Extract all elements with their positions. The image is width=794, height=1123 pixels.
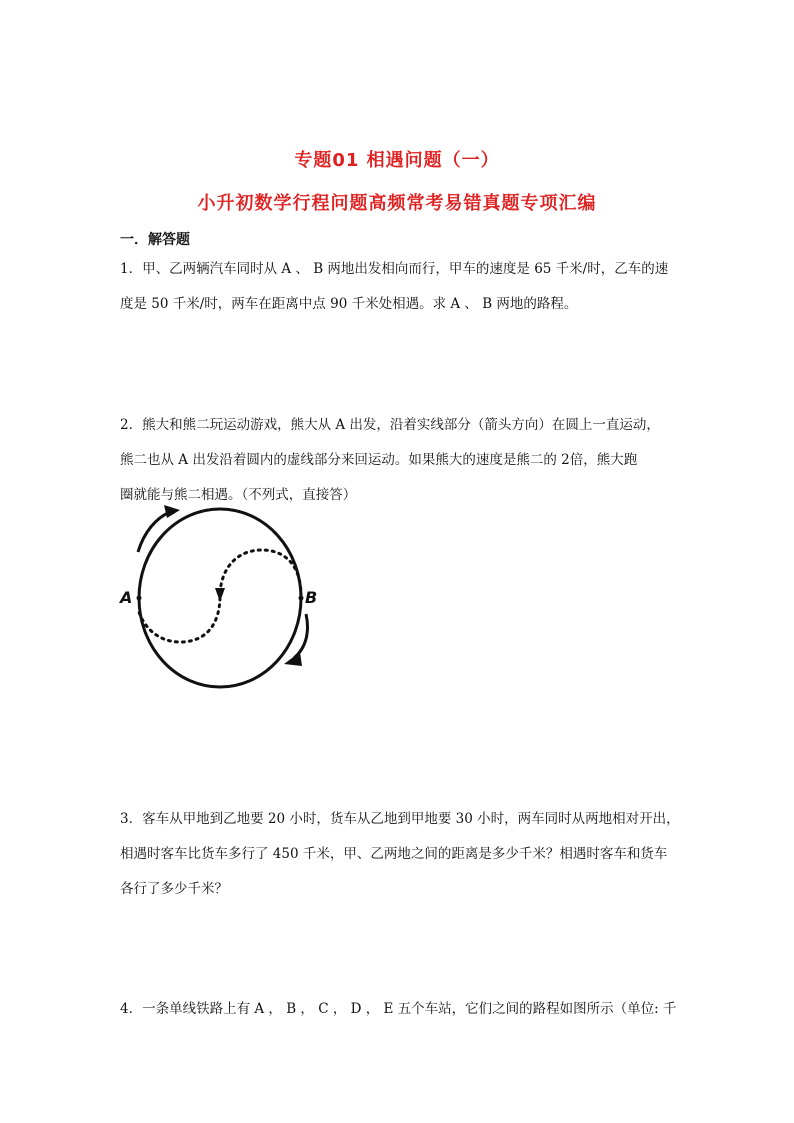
circle-path-figure xyxy=(112,502,328,692)
arc-arrow-bottom-right xyxy=(294,614,308,658)
question-line: 熊二也从 A 出发沿着圆内的虚线部分来回运动。如果熊大的速度是熊二的 2倍，熊大跑 xyxy=(120,452,638,468)
question-2 xyxy=(120,408,680,513)
question-line: 相遇时客车比货车多行了 450 千米，甲、乙两地之间的距离是多少千米？相遇时客车和货车 xyxy=(120,846,668,862)
question-line: 3．客车从甲地到乙地要 20 小时，货车从乙地到甲地要 30 小时，两车同时从两地相对开出， xyxy=(120,811,680,827)
point-a xyxy=(137,596,142,601)
question-line: 圈就能与熊二相遇。（不列式，直接答） xyxy=(120,487,357,503)
question-3 xyxy=(120,802,680,907)
arrow-icon xyxy=(284,652,302,666)
question-1 xyxy=(120,252,680,322)
question-line: 2．熊大和熊二玩运动游戏，熊大从 A 出发，沿着实线部分（箭头方向）在圆上一直运动， xyxy=(120,417,660,433)
point-b xyxy=(299,596,304,601)
question-line: 各行了多少千米？ xyxy=(120,881,228,897)
question-4 xyxy=(120,992,680,1027)
arrow-icon xyxy=(215,588,225,602)
arrow-icon xyxy=(164,505,180,518)
title-line-2: 小升初数学行程问题高频常考易错真题专项汇编 xyxy=(197,193,597,214)
title-line-1: 专题01 相遇问题（一） xyxy=(294,150,500,171)
question-line: 1．甲、乙两辆汽车同时从 A 、 B 两地出发相向而行，甲车的速度是 65 千米/时，乙车的速 xyxy=(120,261,669,277)
question-line: 度是 50 千米/时，两车在距离中点 90 千米处相遇。求 A 、 B 两地的路程。 xyxy=(120,296,578,312)
label-a: A xyxy=(120,588,133,607)
section-heading: 一．解答题 xyxy=(120,232,190,248)
question-line: 4．一条单线铁路上有 A ， B ， C ， D ， E 五个车站，它们之间的路程如图所示（单位: 千 xyxy=(120,1001,677,1017)
label-b: B xyxy=(305,588,318,607)
